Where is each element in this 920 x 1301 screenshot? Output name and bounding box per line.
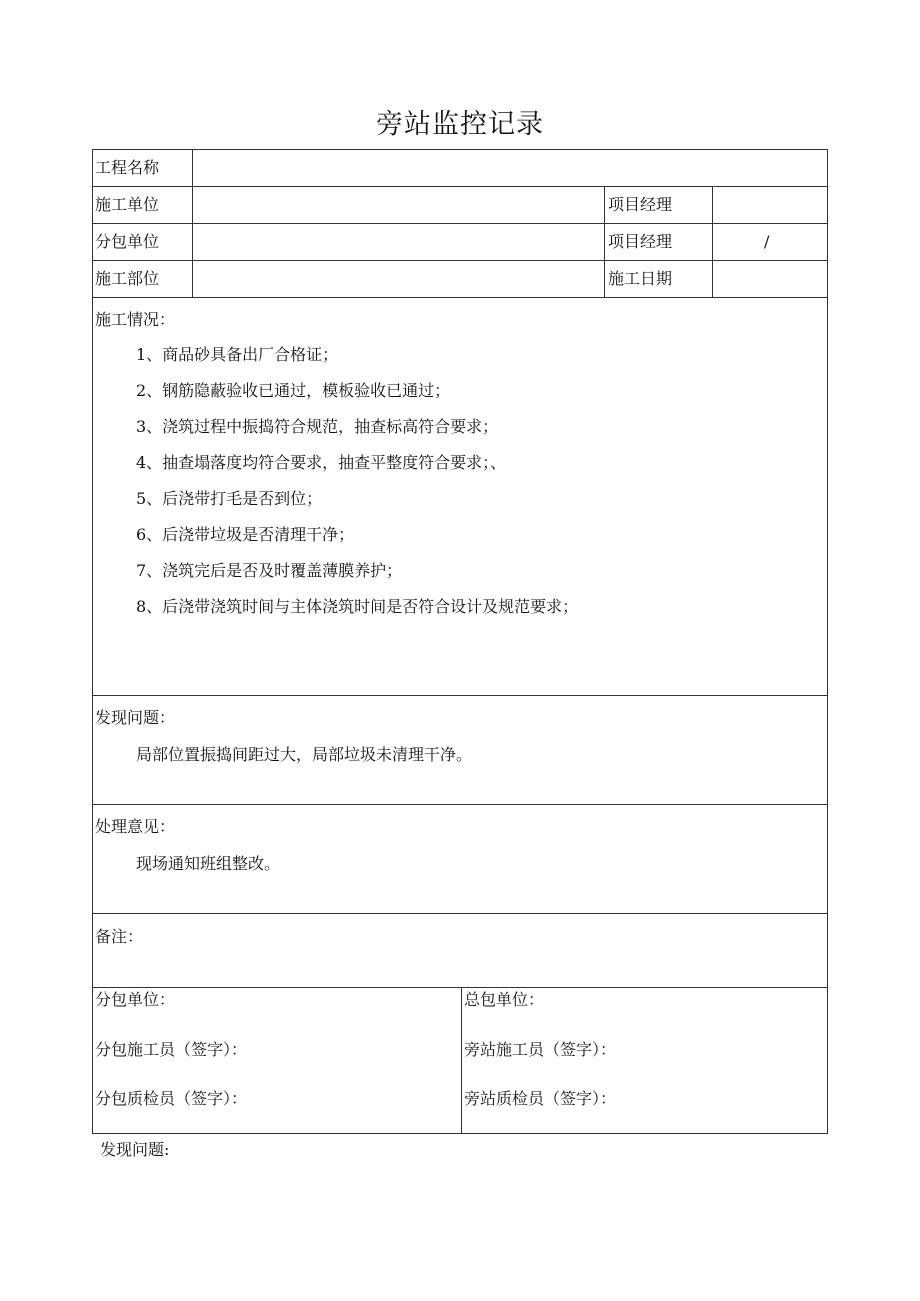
opinion-label: 处理意见： <box>95 817 176 836</box>
document-title: 旁站监控记录 <box>376 109 544 140</box>
main-unit-signature-label: 总包单位： <box>464 990 545 1009</box>
project-name-label: 工程名称 <box>95 158 160 177</box>
construction-item: 4、抽查塌落度均符合要求，抽查平整度符合要求；、 <box>136 453 507 472</box>
construction-part-label: 施工部位 <box>95 269 160 288</box>
construction-unit-label: 施工单位 <box>95 195 160 214</box>
construction-item: 7、浇筑完后是否及时覆盖薄膜养护； <box>136 561 403 580</box>
construction-item: 8、后浇带浇筑时间与主体浇筑时间是否符合设计及规范要求； <box>136 597 579 616</box>
sub-inspector-signature-label: 分包质检员（签字）： <box>95 1089 248 1108</box>
sub-worker-signature-label: 分包施工员（签字）： <box>95 1040 248 1059</box>
sub-project-manager-label: 项目经理 <box>608 232 673 251</box>
side-inspector-signature-label: 旁站质检员（签字）： <box>464 1089 617 1108</box>
side-worker-signature-label: 旁站施工员（签字）： <box>464 1040 617 1059</box>
construction-item: 3、浇筑过程中振捣符合规范，抽查标高符合要求； <box>136 417 499 436</box>
construction-item: 2、钢筋隐蔽验收已通过，模板验收已通过； <box>136 381 451 400</box>
footer-note: 发现问题: <box>100 1140 170 1159</box>
issues-label: 发现问题： <box>95 708 176 727</box>
subcontract-unit-label: 分包单位 <box>95 232 160 251</box>
construction-date-label: 施工日期 <box>608 269 673 288</box>
construction-item: 1、商品砂具备出厂合格证； <box>136 345 339 364</box>
construction-item: 6、后浇带垃圾是否清理干净； <box>136 525 355 544</box>
issues-text: 局部位置振捣间距过大，局部垃圾未清理干净。 <box>136 745 473 764</box>
construction-situation-label: 施工情况： <box>95 310 176 329</box>
sub-unit-signature-label: 分包单位： <box>95 990 176 1009</box>
construction-item: 5、后浇带打毛是否到位； <box>136 489 323 508</box>
project-manager-label: 项目经理 <box>608 195 673 214</box>
opinion-text: 现场通知班组整改。 <box>136 854 281 873</box>
sub-project-manager-value[interactable]: / <box>764 232 770 251</box>
remarks-label: 备注： <box>95 927 144 946</box>
